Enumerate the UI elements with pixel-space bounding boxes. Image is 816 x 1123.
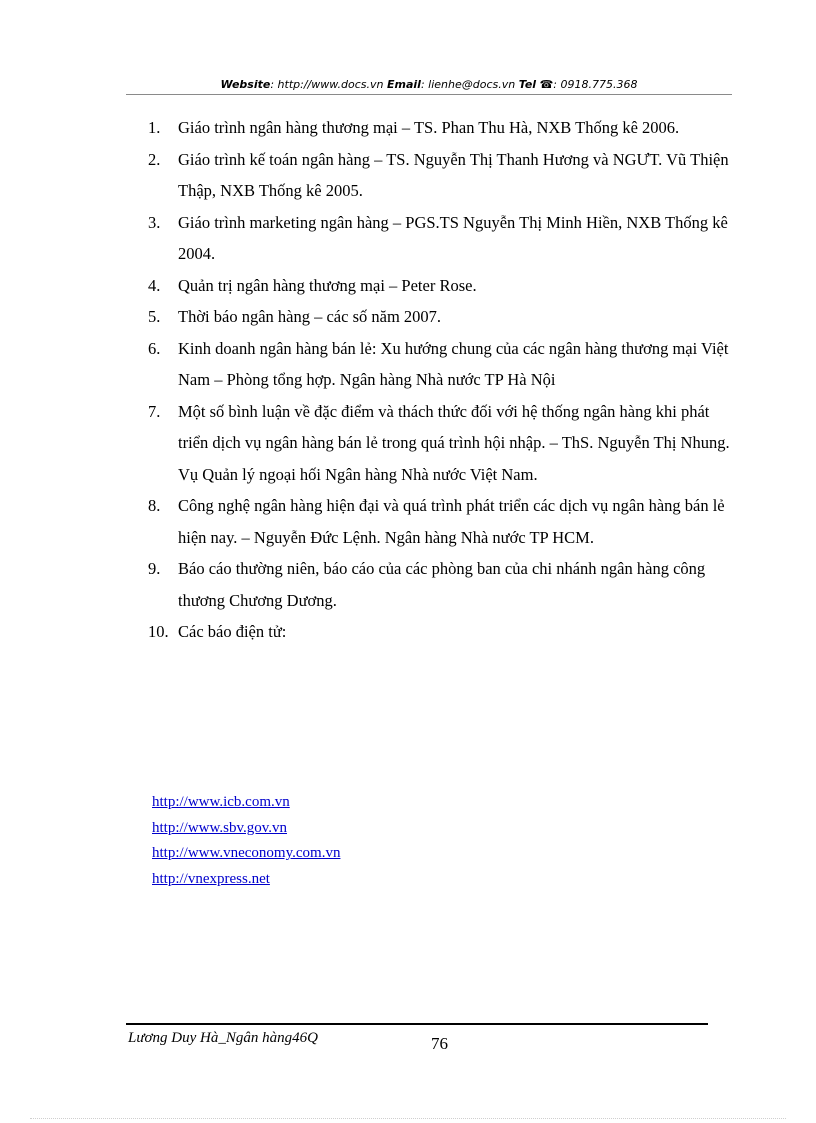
item-number: 4. [148,275,161,295]
email-value: : lienhe@docs.vn [420,78,516,91]
item-text: Giáo trình marketing ngân hàng – PGS.TS Nguyễn Thị Minh Hiền, NXB Thống kê 2004. [178,212,728,263]
item-number: 6. [148,338,161,358]
item-number: 9. [148,559,161,578]
link-vneconomy[interactable]: http://www.vneconomy.com.vn [152,845,341,861]
page-header [126,78,732,91]
list-item [148,270,738,302]
email-label: Email [387,78,421,91]
list-item [148,333,738,396]
header-divider [126,94,732,95]
list-item [148,490,738,553]
item-text: Giáo trình kế toán ngân hàng – TS. Nguyễn Thị Thanh Hương và NGƯT. Vũ Thiện Thập, NXB Thống kê 2005. [178,149,729,200]
item-text: Một số bình luận về đặc điểm và thách thức đối với hệ thống ngân hàng khi phát triển dịch vụ ngân hàng bán lẻ trong quá trình hội nhập. – ThS. Nguyễn Thị Nhung. Vụ Quản lý ngoại hối Ngân hàng Nhà nước Việt Nam. [178,401,730,484]
list-item [148,144,738,207]
footer-divider [126,1023,708,1025]
tel-value: : 0918.775.368 [553,78,638,91]
item-number: 5. [148,307,161,326]
item-number: 2. [148,149,161,169]
website-label: Website [220,78,271,91]
page-number: 76 [431,1034,448,1053]
website-value: : http://www.docs.vn [270,78,384,91]
item-number: 10. [148,622,169,641]
item-number: 7. [148,401,161,421]
page-edge [30,1118,786,1119]
item-text: Giáo trình ngân hàng thương mại – TS. Phan Thu Hà, NXB Thống kê 2006. [178,118,680,137]
list-item [148,301,738,333]
link-sbv[interactable]: http://www.sbv.gov.vn [152,819,287,836]
item-text: Báo cáo thường niên, báo cáo của các phòng ban của chi nhánh ngân hàng công thương Chương Dương. [178,559,706,610]
item-number: 3. [148,212,161,232]
list-item [148,616,738,648]
item-text: Các báo điện tử: [178,622,287,641]
item-number: 8. [148,496,161,515]
footer-author: Lương Duy Hà_Ngân hàng46Q [128,1030,318,1046]
tel-label: Tel [518,78,537,91]
list-item [148,396,738,491]
news-links [152,790,552,892]
item-text: Thời báo ngân hàng – các số năm 2007. [178,307,442,326]
list-item [148,207,738,270]
item-number: 1. [148,118,161,137]
phone-icon: ☎ [539,78,554,91]
list-item [148,112,738,144]
link-vnexpress[interactable]: http://vnexpress.net [152,870,270,887]
item-text: Công nghệ ngân hàng hiện đại và quá trình phát triển các dịch vụ ngân hàng bán lẻ hiện nay. – Nguyễn Đức Lệnh. Ngân hàng Nhà nước TP HCM. [178,496,725,547]
reference-list [148,112,738,648]
link-icb[interactable]: http://www.icb.com.vn [152,794,290,810]
list-item [148,553,738,616]
item-text: Quản trị ngân hàng thương mại – Peter Rose. [178,275,477,295]
item-text: Kinh doanh ngân hàng bán lẻ: Xu hướng chung của các ngân hàng thương mại Việt Nam – Phòng tổng hợp. Ngân hàng Nhà nước TP Hà Nội [178,338,729,389]
